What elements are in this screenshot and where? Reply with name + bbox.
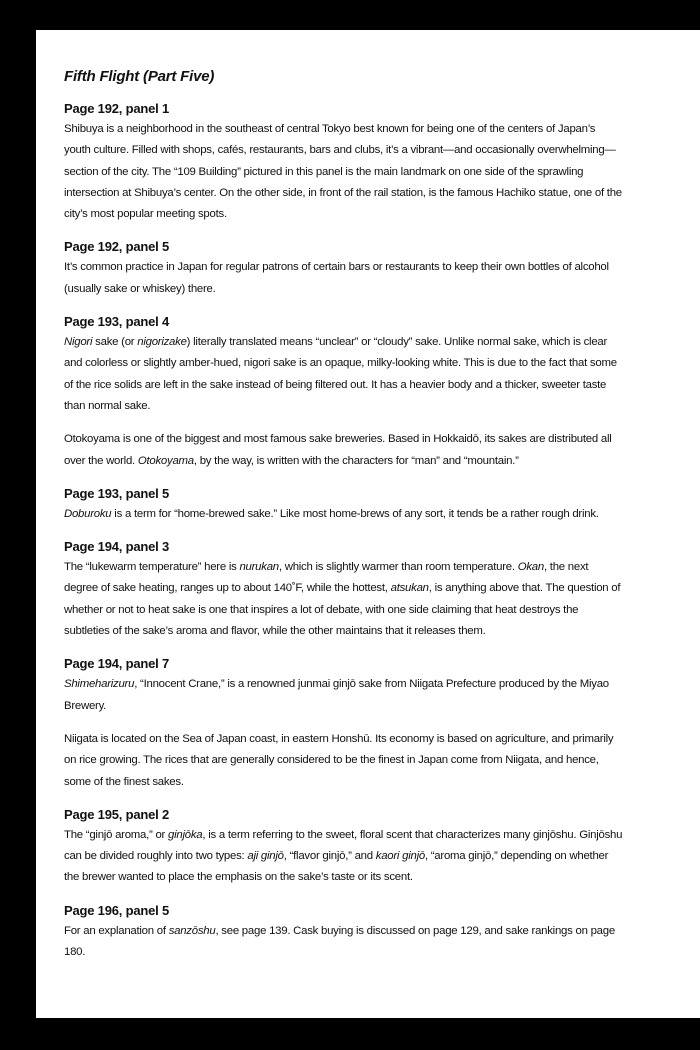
italic-term: Doburoku [64,507,112,520]
note-heading: Page 193, panel 4 [64,314,169,330]
note-paragraph [64,825,624,889]
text-run: Shibuya is a neighborhood in the southeast of central Tokyo best known for being one of the centers of Japan’s youth culture. Filled with shops, cafés, restaurants, bars and clubs, it’s a vibrant—and occasionally overwhelming—section of the city. The “109 Building” pictured in this panel is the main landmark on one side of the sprawling intersection at Shibuya’s center. On the other side, in front of the rail station, is the famous Hachiko statue, one of the city’s most popular meeting spots. [64,123,622,221]
note-paragraph [64,332,624,417]
text-run: The “lukewarm temperature” here is [64,561,240,574]
note-entry [64,903,624,964]
italic-term: nurukan [239,561,279,574]
note-entry [64,239,624,300]
text-run: sake (or [92,336,138,349]
page-content [64,68,624,977]
italic-term: Okan [517,561,544,574]
note-heading: Page 192, panel 5 [64,239,169,255]
text-run: Otokoyama is one of the biggest and most famous sake breweries. Based in Hokkaidō, its sakes are distributed all over the world. [64,433,612,467]
note-entry [64,539,624,642]
note-heading: Page 194, panel 3 [64,539,169,555]
text-run: , “Innocent Crane,” is a renowned junmai ginjō sake from Niigata Prefecture produced by the Miyao Brewery. [64,678,609,712]
note-entry [64,656,624,792]
text-run: , is anything above that. The question of whether or not to heat sake is one that inspires a lot of debate, with one side claiming that heat destroys the subtleties of the sake’s aroma and flavor, while the other maintains that it releases them. [64,582,621,638]
note-heading: Page 196, panel 5 [64,902,169,918]
text-run: The “ginjō aroma,” or [64,828,169,841]
text-run: , see page 139. Cask buying is discussed on page 129, and sake rankings on page 180. [64,924,615,959]
italic-term: atsukan [390,582,429,595]
note-entry [64,101,624,225]
note-paragraph [64,557,624,642]
note-heading: Page 193, panel 5 [64,485,169,501]
book-page [36,30,700,1018]
italic-term: Nigori [64,336,93,349]
note-entry [64,486,624,525]
text-run: , which is slightly warmer than room temperature. [278,561,518,574]
text-run: is a term for “home-brewed sake.” Like most home-brews of any sort, it tends be a rather rough drink. [111,507,599,520]
note-paragraph [64,729,624,793]
text-run: , the next degree of sake heating, ranges up to about 140˚F, while the hottest, [64,561,589,595]
italic-term: nigorizake [137,336,187,349]
text-run: , “flavor ginjō,” and [283,850,376,863]
section-title: Fifth Flight (Part Five) [64,68,215,85]
text-run: ) literally translated means “unclear” or “cloudy” sake. Unlike normal sake, which is clear and colorless or slightly amber-hued, nigori sake is an opaque, milky-looking white. This is due to the fact that some of the rice solids are left in the sake instead of being filtered out. It has a heavier body and a thicker, sweeter taste than normal sake. [64,336,617,412]
note-paragraph [64,921,624,964]
italic-term: ginjōka [168,828,203,841]
note-paragraph [64,119,624,225]
text-run: For an explanation of [64,924,169,937]
note-heading: Page 195, panel 2 [64,806,169,822]
text-run: , by the way, is written with the characters for “man” and “mountain.” [193,454,519,467]
text-run: , “aroma ginjō,” depending on whether the brewer wanted to place the emphasis on the sake’s taste or its scent. [64,850,609,884]
note-heading: Page 192, panel 1 [64,101,169,116]
text-run: It’s common practice in Japan for regular patrons of certain bars or restaurants to keep their own bottles of alcohol (usually sake or whiskey) there. [64,261,609,295]
note-paragraph [64,257,624,300]
italic-term: sanzōshu [168,924,216,937]
italic-term: Shimeharizuru [64,678,135,691]
note-paragraph [64,674,624,717]
note-paragraph [64,429,624,472]
note-entry [64,314,624,472]
note-paragraph [64,504,624,525]
italic-term: kaori ginjō [375,850,425,863]
italic-term: aji ginjō [247,850,284,863]
note-heading: Page 194, panel 7 [64,656,169,672]
italic-term: Otokoyama [137,454,194,467]
note-entry [64,807,624,889]
notes-list [64,101,624,963]
text-run: , is a term referring to the sweet, floral scent that characterizes many ginjōshu. Ginjōshu can be divided roughly into two types: [64,828,623,863]
text-run: Niigata is located on the Sea of Japan coast, in eastern Honshū. Its economy is based on agriculture, and primarily on rice growing. The rices that are generally considered to be the finest in Japan come from Niigata, and hence, some of the finest sakes. [64,732,614,788]
